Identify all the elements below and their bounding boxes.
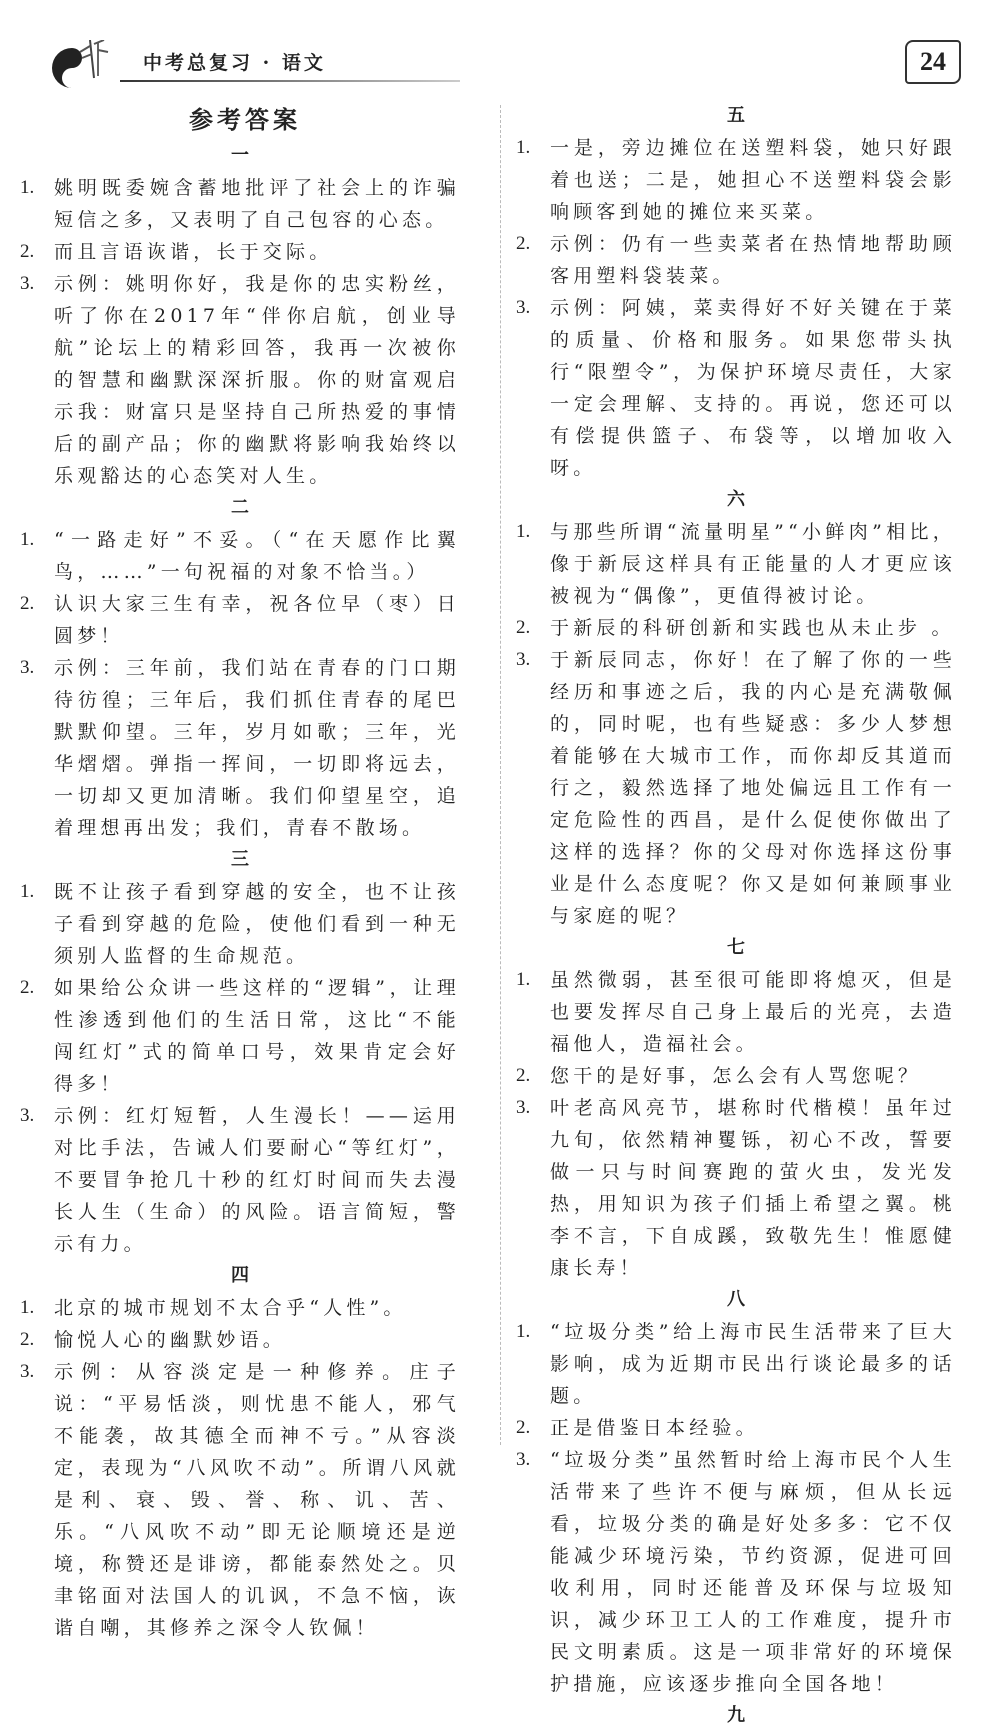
answer-number: 1. (20, 1297, 35, 1318)
answer-number: 3. (516, 1097, 531, 1118)
answer-item (20, 876, 460, 972)
answer-item (516, 1092, 956, 1284)
answer-text: 正是借鉴日本经验。 (550, 1417, 759, 1439)
page-number: 24 (905, 40, 961, 84)
answer-number: 3. (20, 273, 35, 294)
section-heading: 三 (231, 849, 249, 870)
answer-item (516, 132, 956, 228)
answer-item (20, 268, 460, 492)
book-title: 中考总复习 · 语文 (143, 52, 326, 74)
main-title: 参考答案 (189, 105, 301, 134)
answer-item (516, 612, 956, 644)
section-heading: 一 (231, 145, 249, 166)
answer-item (516, 1316, 956, 1412)
answer-text: 而且言语诙谐，长于交际。 (54, 241, 333, 263)
answer-number: 1. (516, 1321, 531, 1342)
answer-text: 于新辰同志，你好！在了解了你的一些经历和事迹之后，我的内心是充满敬佩的，同时呢，也有些疑惑：多少人梦想着能够在大城市工作，而你却反其道而行之，毅然选择了地处偏远且工作有一定危险性的西昌，是什么促使你做出了这样的选择？你的父母对你选择这份事业是什么态度呢？你又是如何兼顾事业与家庭的呢？ (550, 649, 956, 927)
answer-text: 示例：仍有一些卖菜者在热情地帮助顾客用塑料袋装菜。 (550, 233, 956, 287)
answer-item (20, 236, 460, 268)
answer-number: 1. (516, 969, 531, 990)
answer-number: 2. (20, 977, 35, 998)
answer-number: 2. (20, 1329, 35, 1350)
answer-text: 示例：姚明你好，我是你的忠实粉丝，听了你在2017年“伴你启航，创业导航”论坛上的精彩回答，我再一次被你的智慧和幽默深深折服。你的财富观启示我：财富只是坚持自己所热爱的事情后的副产品；你的幽默将影响我始终以乐观豁达的心态笑对人生。 (54, 273, 460, 487)
right-column (516, 100, 956, 1732)
answer-text: 示例：三年前，我们站在青春的门口期待彷徨；三年后，我们抓住青春的尾巴默默仰望。三年，岁月如歌；三年，光华熠熠。弹指一挥间，一切即将远去，一切却又更加清晰。我们仰望星空，追着理想再出发；我们，青春不散场。 (54, 657, 460, 839)
answer-text: 示例：红灯短暂，人生漫长！——运用对比手法，告诫人们要耐心“等红灯”，不要冒争抢几十秒的红灯时间而失去漫长人生（生命）的风险。语言简短，警示有力。 (54, 1105, 460, 1255)
section-heading: 八 (727, 1289, 745, 1310)
answer-text: 示例：阿姨，菜卖得好不好关键在于菜的质量、价格和服务。如果您带头执行“限塑令”，为保护环境尽责任，大家一定会理解、支持的。再说，您还可以有偿提供篮子、布袋等，以增加收入呀。 (550, 297, 956, 479)
answer-text: 既不让孩子看到穿越的安全，也不让孩子看到穿越的危险，使他们看到一种无须别人监督的生命规范。 (54, 881, 460, 967)
answer-number: 3. (20, 1105, 35, 1126)
answer-number: 2. (516, 617, 531, 638)
section-heading: 四 (231, 1265, 249, 1286)
header-rule (120, 80, 460, 82)
answer-number: 3. (20, 657, 35, 678)
answer-number: 2. (516, 233, 531, 254)
answer-text: 如果给公众讲一些这样的“逻辑”，让理性渗透到他们的生活日常，这比“不能闯红灯”式的简单口号，效果肯定会好得多！ (54, 977, 460, 1095)
answer-item (20, 1356, 460, 1644)
answer-text: “垃圾分类”给上海市民生活带来了巨大影响，成为近期市民出行谈论最多的话题。 (550, 1321, 956, 1407)
answer-text: 叶老高风亮节，堪称时代楷模！虽年过九旬，依然精神矍铄，初心不改，誓要做一只与时间赛跑的萤火虫，发光发热，用知识为孩子们插上希望之翼。桃李不言，下自成蹊，致敬先生！惟愿健康长寿！ (550, 1097, 956, 1279)
section-heading: 九 (727, 1705, 745, 1726)
answer-item (516, 1444, 956, 1700)
answer-number: 1. (20, 881, 35, 902)
answer-number: 1. (20, 177, 35, 198)
answer-text: 您干的是好事，怎么会有人骂您呢？ (550, 1065, 922, 1087)
answer-item (20, 524, 460, 588)
answer-item (20, 972, 460, 1100)
answer-text: 姚明既委婉含蓄地批评了社会上的诈骗短信之多，又表明了自己包容的心态。 (54, 177, 460, 231)
answer-item (516, 228, 956, 292)
answer-item (516, 964, 956, 1060)
answer-number: 1. (516, 137, 531, 158)
answer-text: 认识大家三生有幸，祝各位早（枣）日圆梦！ (54, 593, 460, 647)
answer-item (516, 1412, 956, 1444)
answer-item (20, 1100, 460, 1260)
answer-item (516, 516, 956, 612)
answer-number: 2. (20, 593, 35, 614)
answer-number: 1. (516, 521, 531, 542)
answer-text: 愉悦人心的幽默妙语。 (54, 1329, 287, 1351)
answer-number: 2. (20, 241, 35, 262)
answer-item (20, 588, 460, 652)
answer-item (516, 1060, 956, 1092)
answer-item (20, 652, 460, 844)
answer-item (516, 292, 956, 484)
answer-item (20, 1292, 460, 1324)
answer-item (20, 172, 460, 236)
yin-yang-bamboo-logo-icon (42, 40, 112, 88)
section-heading: 二 (231, 497, 249, 518)
answer-item (20, 1324, 460, 1356)
answer-number: 3. (516, 1449, 531, 1470)
page-header (0, 0, 1000, 95)
answer-text: 与那些所谓“流量明星”“小鲜肉”相比，像于新辰这样具有正能量的人才更应该被视为“偶像”，更值得被讨论。 (550, 521, 956, 607)
answer-text: “垃圾分类”虽然暂时给上海市民个人生活带来了些许不便与麻烦，但从长远看，垃圾分类的确是好处多多：它不仅能减少环境污染，节约资源，促进可回收利用，同时还能普及环保与垃圾知识，减少环卫工人的工作难度，提升市民文明素质。这是一项非常好的环境保护措施，应该逐步推向全国各地！ (550, 1449, 956, 1695)
answer-number: 2. (516, 1417, 531, 1438)
answer-text: 一是，旁边摊位在送塑料袋，她只好跟着也送；二是，她担心不送塑料袋会影响顾客到她的摊位来买菜。 (550, 137, 956, 223)
answer-text: 示例：从容淡定是一种修养。庄子说：“平易恬淡，则忧患不能人，邪气不能袭，故其德全而神不亏。”从容淡定，表现为“八风吹不动”。所谓八风就是利、衰、毁、誉、称、讥、苦、乐。“八风吹不动”即无论顺境还是逆境，称赞还是诽谤，都能泰然处之。贝聿铭面对法国人的讥讽，不急不恼，诙谐自嘲，其修养之深令人钦佩！ (54, 1361, 460, 1639)
answer-text: “一路走好”不妥。（“在天愿作比翼鸟，……”一句祝福的对象不恰当。） (54, 529, 460, 583)
answer-number: 2. (516, 1065, 531, 1086)
answer-text: 虽然微弱，甚至很可能即将熄灭，但是也要发挥尽自己身上最后的光亮，去造福他人，造福社会。 (550, 969, 956, 1055)
left-column (20, 100, 460, 1644)
answer-number: 1. (20, 529, 35, 550)
section-heading: 五 (727, 105, 745, 126)
section-heading: 七 (727, 937, 745, 958)
answer-text: 于新辰的科研创新和实践也从未止步 。 (550, 617, 955, 639)
answer-item (516, 644, 956, 932)
section-heading: 六 (727, 489, 745, 510)
answer-text: 北京的城市规划不太合乎“人性”。 (54, 1297, 407, 1319)
column-divider (500, 105, 501, 1445)
answer-number: 3. (20, 1361, 35, 1382)
answer-number: 3. (516, 297, 531, 318)
answer-number: 3. (516, 649, 531, 670)
